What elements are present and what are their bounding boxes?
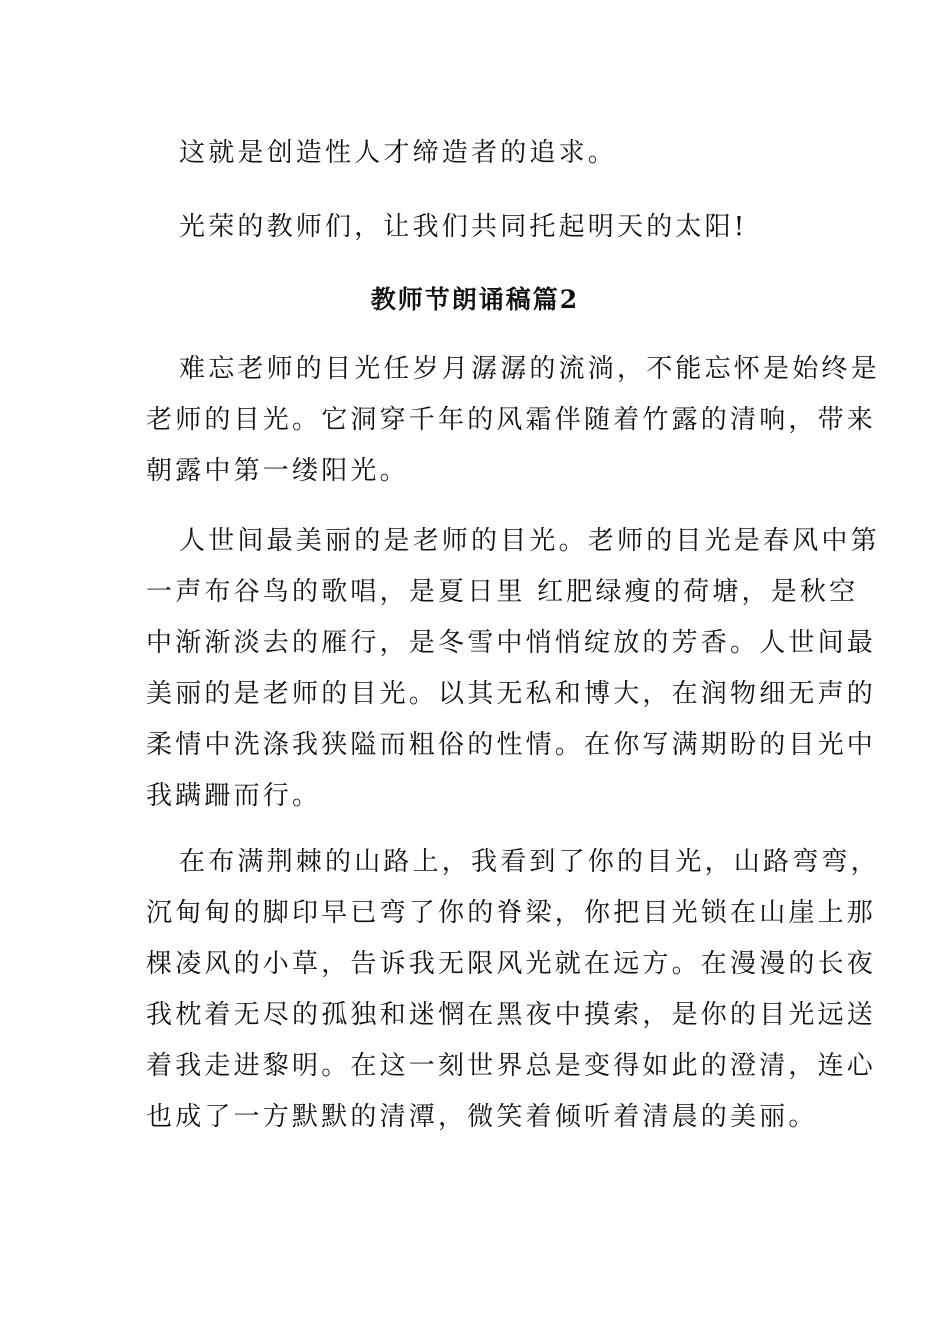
text-line: 这就是创造性人才缔造者的追求。 — [179, 138, 618, 168]
text-line: 也成了一方默默的清潭，微笑着倾听着清晨的美丽。 — [146, 1102, 818, 1132]
text-line: 人世间最美丽的是老师的目光。老师的目光是春风中第 — [179, 526, 880, 556]
text-line: 在布满荆棘的山路上，我看到了你的目光，山路弯弯， — [179, 847, 880, 877]
text-line: 柔情中洗涤我狭隘而粗俗的性情。在你写满期盼的目光中 — [146, 730, 877, 760]
text-line: 一声布谷鸟的歌唱，是夏日里 红肥绿瘦的荷塘，是秋空 — [146, 577, 859, 607]
text-line: 我枕着无尽的孤独和迷惘在黑夜中摸索，是你的目光远送 — [146, 1000, 877, 1030]
text-line: 我蹒跚而行。 — [146, 781, 322, 811]
text-line: 朝露中第一缕阳光。 — [146, 456, 409, 486]
section-title: 教师节朗诵稿篇2 — [370, 285, 580, 314]
text-line: 光荣的教师们，让我们共同托起明天的太阳! — [179, 212, 748, 242]
text-line: 美丽的是老师的目光。以其无私和博大，在润物细无声的 — [146, 679, 877, 709]
text-line: 棵凌风的小草，告诉我无限风光就在远方。在漫漫的长夜 — [146, 949, 877, 979]
text-line: 中渐渐淡去的雁行，是冬雪中悄悄绽放的芳香。人世间最 — [146, 628, 877, 658]
text-line: 老师的目光。它洞穿千年的风霜伴随着竹露的清响，带来 — [146, 405, 877, 435]
text-line: 难忘老师的目光任岁月潺潺的流淌，不能忘怀是始终是 — [179, 354, 880, 384]
text-line: 沉甸甸的脚印早已弯了你的脊梁，你把目光锁在山崖上那 — [146, 898, 877, 928]
text-line: 着我走进黎明。在这一刻世界总是变得如此的澄清，连心 — [146, 1051, 877, 1081]
